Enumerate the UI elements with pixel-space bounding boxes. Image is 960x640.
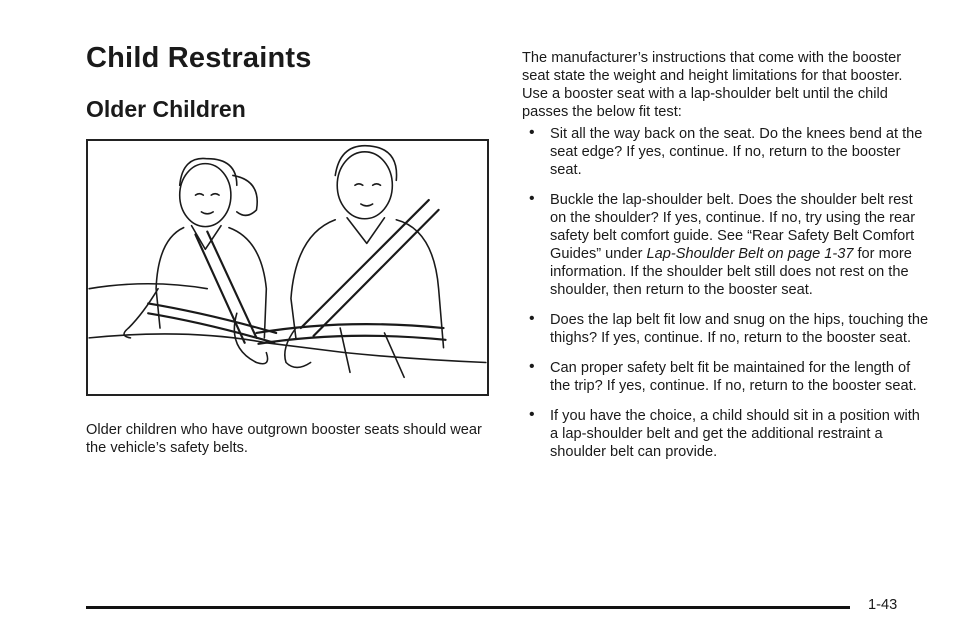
list-item xyxy=(522,125,932,179)
list-item-text: If you have the choice, a child should sit in a position with a lap-shoulder belt and get the additional restraint a shoulder belt can provide. xyxy=(550,408,920,460)
list-item-text: Buckle the lap-shoulder belt. Does the shoulder belt rest on the shoulder? If yes, continue. If no, try using the rear safety belt comfort guide. See “Rear Safety Belt Comfort Guides” under xyxy=(550,192,916,262)
list-item-text: for more information. If the shoulder belt still does not rest on the shoulder, then return to the booster seat. xyxy=(550,246,912,298)
children-wearing-seat-belts-illustration xyxy=(86,139,489,396)
list-item-text: Sit all the way back on the seat. Do the knees bend at the seat edge? If yes, continue. If no, return to the booster seat. xyxy=(550,126,923,178)
page-number: 1-43 xyxy=(868,597,898,613)
list-item-text: Can proper safety belt fit be maintained for the length of the trip? If yes, continue. If no, return to the booster seat. xyxy=(550,360,917,394)
figure-caption: Older children who have outgrown booster seats should wear the vehicle’s safety belts. xyxy=(86,422,482,456)
list-item-text: Does the lap belt fit low and snug on the hips, touching the thighs? If yes, continue. If no, return to the booster seat. xyxy=(550,312,929,346)
bullet-icon: • xyxy=(529,358,535,375)
bullet-icon: • xyxy=(529,310,535,327)
list-item xyxy=(522,191,932,299)
bullet-icon: • xyxy=(529,406,535,423)
page-reference-link[interactable]: Lap-Shoulder Belt on page 1-37 xyxy=(646,246,854,262)
footer-rule xyxy=(86,606,850,609)
section-heading: Older Children xyxy=(86,96,246,122)
bullet-icon: • xyxy=(529,124,535,141)
bullet-icon: • xyxy=(529,190,535,207)
page-title: Child Restraints xyxy=(86,42,312,74)
fit-test-list xyxy=(522,125,932,473)
illustration-drawing xyxy=(88,141,487,394)
list-item xyxy=(522,311,932,347)
list-item xyxy=(522,407,932,461)
intro-paragraph: The manufacturer’s instructions that come with the booster seat state the weight and height limitations for that booster. Use a booster seat with a lap-shoulder belt until the child passes the below fit test: xyxy=(522,50,903,120)
list-item xyxy=(522,359,932,395)
